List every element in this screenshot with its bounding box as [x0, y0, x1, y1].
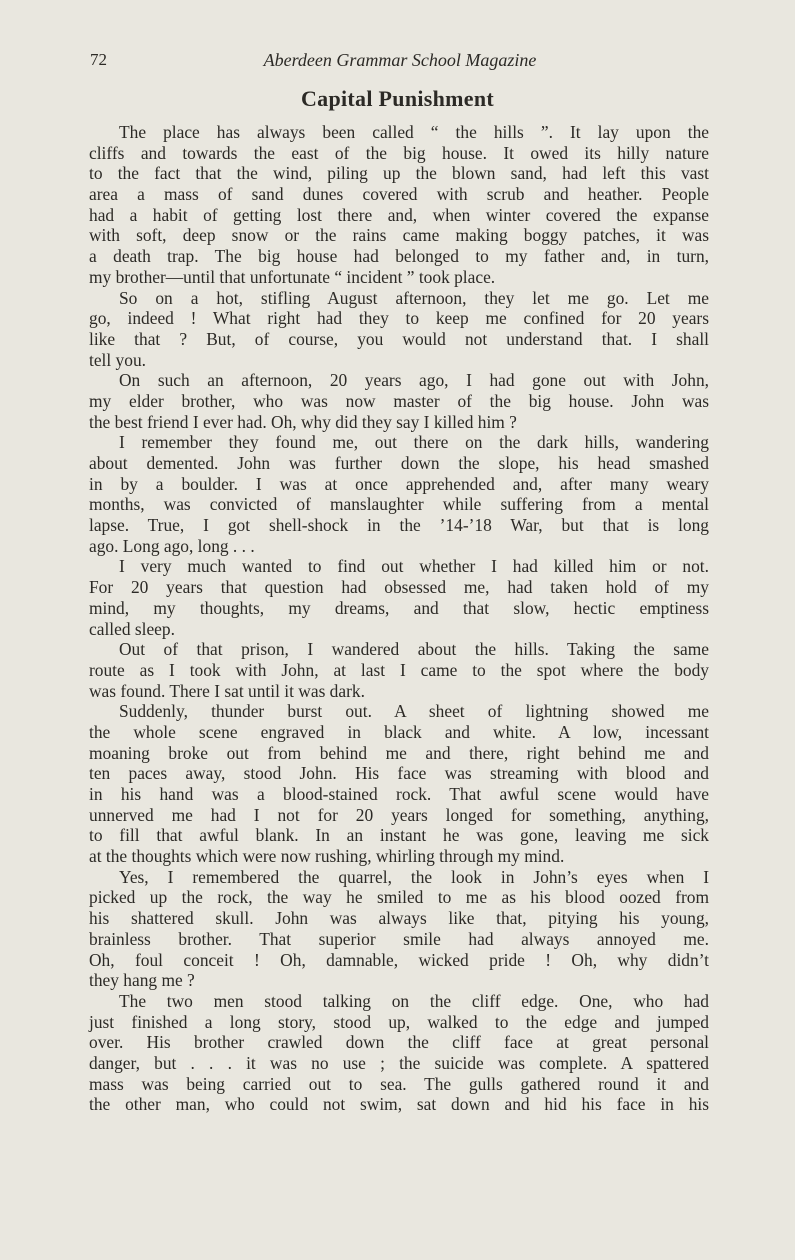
text-line: like that ? But, of course, you would not understand that. I shall: [89, 328, 709, 349]
article-title: Capital Punishment: [300, 86, 495, 111]
text-line: just finished a long story, stood up, walked to the edge and jumped: [89, 1011, 709, 1032]
text-line: mass was being carried out to sea. The gulls gathered round it and: [89, 1073, 709, 1094]
text-line: in by a boulder. I was at once apprehended and, after many weary: [89, 473, 709, 494]
text-line: picked up the rock, the way he smiled to me as his blood oozed from: [89, 887, 709, 908]
text-line: Yes, I remembered the quarrel, the look in John’s eyes when I: [119, 866, 709, 887]
text-line: had a habit of getting lost there and, when winter covered the expanse: [89, 204, 709, 225]
text-line: The place has always been called “ the hills ”. It lay upon the: [119, 122, 709, 142]
text-line: called sleep.: [89, 618, 175, 639]
text-line: danger, but . . . it was no use ; the suicide was complete. A spattered: [89, 1052, 709, 1073]
text-line: with soft, deep snow or the rains came making boggy patches, it was: [89, 225, 709, 246]
text-line: area a mass of sand dunes covered with scrub and heather. People: [89, 184, 709, 205]
text-line: a death trap. The big house had belonged to my father and, in turn,: [89, 246, 709, 267]
text-line: the whole scene engraved in black and white. A low, incessant: [89, 721, 709, 742]
text-line: ago. Long ago, long . . .: [89, 535, 255, 556]
magazine-title: Aberdeen Grammar School Magazine: [263, 50, 537, 70]
text-line: my brother—until that unfortunate “ incident ” took place.: [89, 266, 496, 287]
text-line: ten paces away, stood John. His face was streaming with blood and: [89, 763, 709, 784]
text-line: moaning broke out from behind me and there, right behind me and: [89, 742, 709, 763]
article-body: [89, 122, 709, 1115]
text-line: the best friend I ever had. Oh, why did they say I killed him ?: [89, 411, 517, 432]
text-line: his shattered skull. John was always like that, pitying his young,: [89, 908, 709, 929]
text-line: about demented. John was further down the slope, his head smashed: [89, 453, 709, 473]
text-line: over. His brother crawled down the cliff face at great personal: [89, 1032, 709, 1053]
page-number: 72: [90, 50, 107, 69]
text-line: to the fact that the wind, piling up the blown sand, had left this vast: [89, 163, 709, 184]
text-line: months, was convicted of manslaughter while suffering from a mental: [89, 494, 709, 515]
text-line: unnerved me had I not for 20 years longed for something, anything,: [89, 804, 709, 825]
text-line: route as I took with John, at last I came to the spot where the body: [89, 659, 709, 680]
text-line: Suddenly, thunder burst out. A sheet of lightning showed me: [119, 701, 709, 722]
text-line: mind, my thoughts, my dreams, and that slow, hectic emptiness: [89, 597, 709, 618]
text-line: at the thoughts which were now rushing, whirling through my mind.: [89, 846, 565, 867]
text-line: I very much wanted to find out whether I had killed him or not.: [119, 556, 709, 577]
text-line: lapse. True, I got shell-shock in the ’14-’18 War, but that is long: [89, 515, 709, 536]
text-line: tell you.: [89, 349, 146, 370]
text-line: the other man, who could not swim, sat down and hid his face in his: [89, 1094, 709, 1115]
text-line: cliffs and towards the east of the big house. It owed its hilly nature: [89, 142, 709, 163]
text-line: For 20 years that question had obsessed me, had taken hold of my: [89, 577, 709, 598]
text-line: I remember they found me, out there on the dark hills, wandering: [119, 432, 709, 453]
text-line: The two men stood talking on the cliff edge. One, who had: [119, 990, 709, 1011]
text-line: On such an afternoon, 20 years ago, I had gone out with John,: [119, 370, 709, 391]
text-line: Oh, foul conceit ! Oh, damnable, wicked pride ! Oh, why didn’t: [89, 949, 709, 970]
text-line: Out of that prison, I wandered about the hills. Taking the same: [119, 639, 709, 660]
text-line: was found. There I sat until it was dark.: [89, 680, 365, 701]
running-header: [90, 50, 710, 74]
text-line: to fill that awful blank. In an instant he was gone, leaving me sick: [89, 825, 709, 846]
text-line: in his hand was a blood-stained rock. That awful scene would have: [89, 784, 709, 804]
text-line: they hang me ?: [89, 970, 195, 991]
text-line: brainless brother. That superior smile had always annoyed me.: [89, 928, 709, 949]
text-line: So on a hot, stifling August afternoon, they let me go. Let me: [119, 287, 709, 308]
text-line: go, indeed ! What right had they to keep me confined for 20 years: [89, 308, 709, 329]
text-line: my elder brother, who was now master of the big house. John was: [89, 390, 709, 411]
